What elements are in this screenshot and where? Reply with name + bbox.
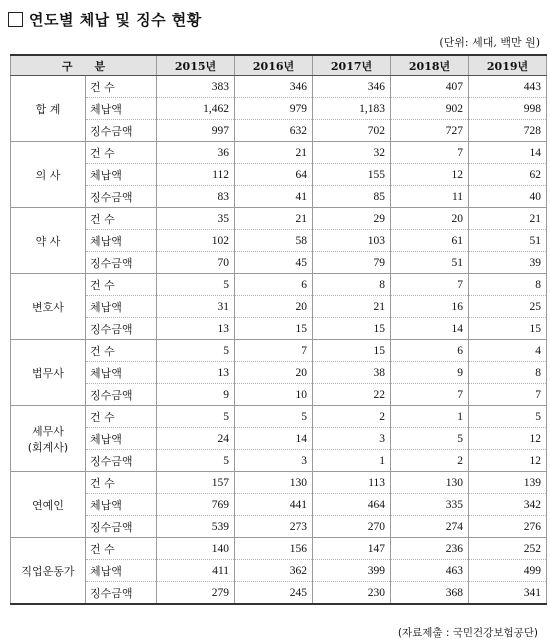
value-cell: 383	[157, 76, 235, 98]
value-cell: 7	[391, 274, 469, 296]
value-cell: 62	[469, 164, 547, 186]
value-cell: 9	[391, 362, 469, 384]
value-cell: 5	[157, 450, 235, 472]
value-cell: 769	[157, 494, 235, 516]
value-cell: 12	[469, 450, 547, 472]
value-cell: 2	[391, 450, 469, 472]
row-label: 건 수	[86, 274, 157, 296]
value-cell: 35	[157, 208, 235, 230]
value-cell: 20	[391, 208, 469, 230]
group-name: 연예인	[11, 472, 86, 538]
unit-note: (단위: 세대, 백만 원)	[439, 36, 540, 49]
value-cell: 5	[469, 406, 547, 428]
value-cell: 441	[235, 494, 313, 516]
value-cell: 463	[391, 560, 469, 582]
row-label: 체납액	[86, 164, 157, 186]
value-cell: 632	[235, 120, 313, 142]
group-name: 합 계	[11, 76, 86, 142]
value-cell: 8	[469, 274, 547, 296]
value-cell: 230	[313, 582, 391, 605]
group-name: 약 사	[11, 208, 86, 274]
value-cell: 1	[391, 406, 469, 428]
value-cell: 15	[469, 318, 547, 340]
value-cell: 997	[157, 120, 235, 142]
value-cell: 2	[313, 406, 391, 428]
value-cell: 13	[157, 362, 235, 384]
arrears-table	[10, 54, 547, 605]
table-row	[11, 406, 547, 428]
row-label: 체납액	[86, 494, 157, 516]
value-cell: 21	[313, 296, 391, 318]
table-row	[11, 186, 547, 208]
row-label: 건 수	[86, 472, 157, 494]
value-cell: 270	[313, 516, 391, 538]
value-cell: 5	[235, 406, 313, 428]
value-cell: 342	[469, 494, 547, 516]
value-cell: 70	[157, 252, 235, 274]
value-cell: 252	[469, 538, 547, 560]
value-cell: 14	[469, 142, 547, 164]
value-cell: 39	[469, 252, 547, 274]
value-cell: 702	[313, 120, 391, 142]
table-row	[11, 582, 547, 605]
value-cell: 83	[157, 186, 235, 208]
value-cell: 24	[157, 428, 235, 450]
value-cell: 979	[235, 98, 313, 120]
value-cell: 102	[157, 230, 235, 252]
row-label: 체납액	[86, 362, 157, 384]
value-cell: 9	[157, 384, 235, 406]
table-row	[11, 516, 547, 538]
value-cell: 5	[157, 274, 235, 296]
value-cell: 51	[469, 230, 547, 252]
row-label: 징수금액	[86, 384, 157, 406]
table-row	[11, 494, 547, 516]
value-cell: 1	[313, 450, 391, 472]
header-year: 2017년	[313, 55, 391, 76]
value-cell: 79	[313, 252, 391, 274]
table-row	[11, 384, 547, 406]
header-year: 2016년	[235, 55, 313, 76]
value-cell: 274	[391, 516, 469, 538]
value-cell: 7	[469, 384, 547, 406]
checkbox-square-icon	[8, 12, 23, 27]
value-cell: 727	[391, 120, 469, 142]
value-cell: 130	[235, 472, 313, 494]
table-row	[11, 296, 547, 318]
value-cell: 335	[391, 494, 469, 516]
value-cell: 36	[157, 142, 235, 164]
value-cell: 21	[469, 208, 547, 230]
row-label: 건 수	[86, 340, 157, 362]
group-name: 의 사	[11, 142, 86, 208]
value-cell: 8	[313, 274, 391, 296]
value-cell: 15	[235, 318, 313, 340]
table-row	[11, 472, 547, 494]
value-cell: 31	[157, 296, 235, 318]
value-cell: 15	[313, 340, 391, 362]
value-cell: 4	[469, 340, 547, 362]
row-label: 징수금액	[86, 516, 157, 538]
value-cell: 368	[391, 582, 469, 605]
value-cell: 20	[235, 362, 313, 384]
value-cell: 279	[157, 582, 235, 605]
table-row	[11, 362, 547, 384]
row-label: 체납액	[86, 230, 157, 252]
header-year: 2019년	[469, 55, 547, 76]
table-row	[11, 164, 547, 186]
value-cell: 902	[391, 98, 469, 120]
value-cell: 411	[157, 560, 235, 582]
value-cell: 10	[235, 384, 313, 406]
value-cell: 245	[235, 582, 313, 605]
header-row	[11, 55, 547, 76]
value-cell: 6	[391, 340, 469, 362]
value-cell: 11	[391, 186, 469, 208]
row-label: 건 수	[86, 76, 157, 98]
row-label: 체납액	[86, 560, 157, 582]
row-label: 징수금액	[86, 186, 157, 208]
value-cell: 130	[391, 472, 469, 494]
value-cell: 22	[313, 384, 391, 406]
value-cell: 407	[391, 76, 469, 98]
table-row	[11, 450, 547, 472]
value-cell: 51	[391, 252, 469, 274]
value-cell: 41	[235, 186, 313, 208]
value-cell: 12	[391, 164, 469, 186]
row-label: 건 수	[86, 208, 157, 230]
header-year: 2015년	[157, 55, 235, 76]
value-cell: 14	[391, 318, 469, 340]
value-cell: 728	[469, 120, 547, 142]
value-cell: 276	[469, 516, 547, 538]
value-cell: 499	[469, 560, 547, 582]
value-cell: 399	[313, 560, 391, 582]
value-cell: 464	[313, 494, 391, 516]
value-cell: 5	[157, 406, 235, 428]
table-row	[11, 538, 547, 560]
title-row	[8, 6, 202, 32]
row-label: 징수금액	[86, 450, 157, 472]
value-cell: 12	[469, 428, 547, 450]
table-row	[11, 318, 547, 340]
table-row	[11, 208, 547, 230]
value-cell: 45	[235, 252, 313, 274]
value-cell: 998	[469, 98, 547, 120]
value-cell: 3	[235, 450, 313, 472]
table-row	[11, 252, 547, 274]
row-label: 징수금액	[86, 252, 157, 274]
row-label: 체납액	[86, 428, 157, 450]
value-cell: 38	[313, 362, 391, 384]
value-cell: 16	[391, 296, 469, 318]
value-cell: 20	[235, 296, 313, 318]
table-row	[11, 142, 547, 164]
value-cell: 25	[469, 296, 547, 318]
value-cell: 29	[313, 208, 391, 230]
value-cell: 5	[157, 340, 235, 362]
row-label: 징수금액	[86, 120, 157, 142]
table-row	[11, 230, 547, 252]
value-cell: 341	[469, 582, 547, 605]
row-label: 체납액	[86, 296, 157, 318]
value-cell: 61	[391, 230, 469, 252]
value-cell: 7	[235, 340, 313, 362]
row-label: 건 수	[86, 142, 157, 164]
value-cell: 112	[157, 164, 235, 186]
value-cell: 40	[469, 186, 547, 208]
value-cell: 8	[469, 362, 547, 384]
row-label: 징수금액	[86, 582, 157, 605]
value-cell: 64	[235, 164, 313, 186]
page-title: 연도별 체납 및 징수 현황	[29, 10, 202, 29]
row-label: 건 수	[86, 538, 157, 560]
table-row	[11, 340, 547, 362]
group-name: 직업운동가	[11, 538, 86, 605]
value-cell: 1,183	[313, 98, 391, 120]
value-cell: 6	[235, 274, 313, 296]
value-cell: 103	[313, 230, 391, 252]
table-row	[11, 560, 547, 582]
value-cell: 236	[391, 538, 469, 560]
header-category: 구 분	[11, 55, 157, 76]
value-cell: 5	[391, 428, 469, 450]
group-name: 변호사	[11, 274, 86, 340]
value-cell: 156	[235, 538, 313, 560]
table-row	[11, 76, 547, 98]
header-year: 2018년	[391, 55, 469, 76]
group-name: 세무사 (회계사)	[11, 406, 86, 472]
value-cell: 157	[157, 472, 235, 494]
value-cell: 443	[469, 76, 547, 98]
table-row	[11, 98, 547, 120]
value-cell: 139	[469, 472, 547, 494]
value-cell: 21	[235, 208, 313, 230]
table-row	[11, 120, 547, 142]
value-cell: 58	[235, 230, 313, 252]
source-note: (자료제출 : 국민건강보험공단)	[397, 627, 538, 639]
group-name: 법무사	[11, 340, 86, 406]
value-cell: 273	[235, 516, 313, 538]
value-cell: 3	[313, 428, 391, 450]
value-cell: 1,462	[157, 98, 235, 120]
value-cell: 7	[391, 384, 469, 406]
value-cell: 140	[157, 538, 235, 560]
value-cell: 346	[235, 76, 313, 98]
value-cell: 362	[235, 560, 313, 582]
value-cell: 346	[313, 76, 391, 98]
table-body	[11, 76, 547, 605]
row-label: 체납액	[86, 98, 157, 120]
value-cell: 85	[313, 186, 391, 208]
table-row	[11, 428, 547, 450]
value-cell: 14	[235, 428, 313, 450]
value-cell: 7	[391, 142, 469, 164]
value-cell: 147	[313, 538, 391, 560]
table-row	[11, 274, 547, 296]
value-cell: 21	[235, 142, 313, 164]
value-cell: 539	[157, 516, 235, 538]
row-label: 징수금액	[86, 318, 157, 340]
value-cell: 113	[313, 472, 391, 494]
row-label: 건 수	[86, 406, 157, 428]
value-cell: 15	[313, 318, 391, 340]
value-cell: 32	[313, 142, 391, 164]
value-cell: 13	[157, 318, 235, 340]
value-cell: 155	[313, 164, 391, 186]
